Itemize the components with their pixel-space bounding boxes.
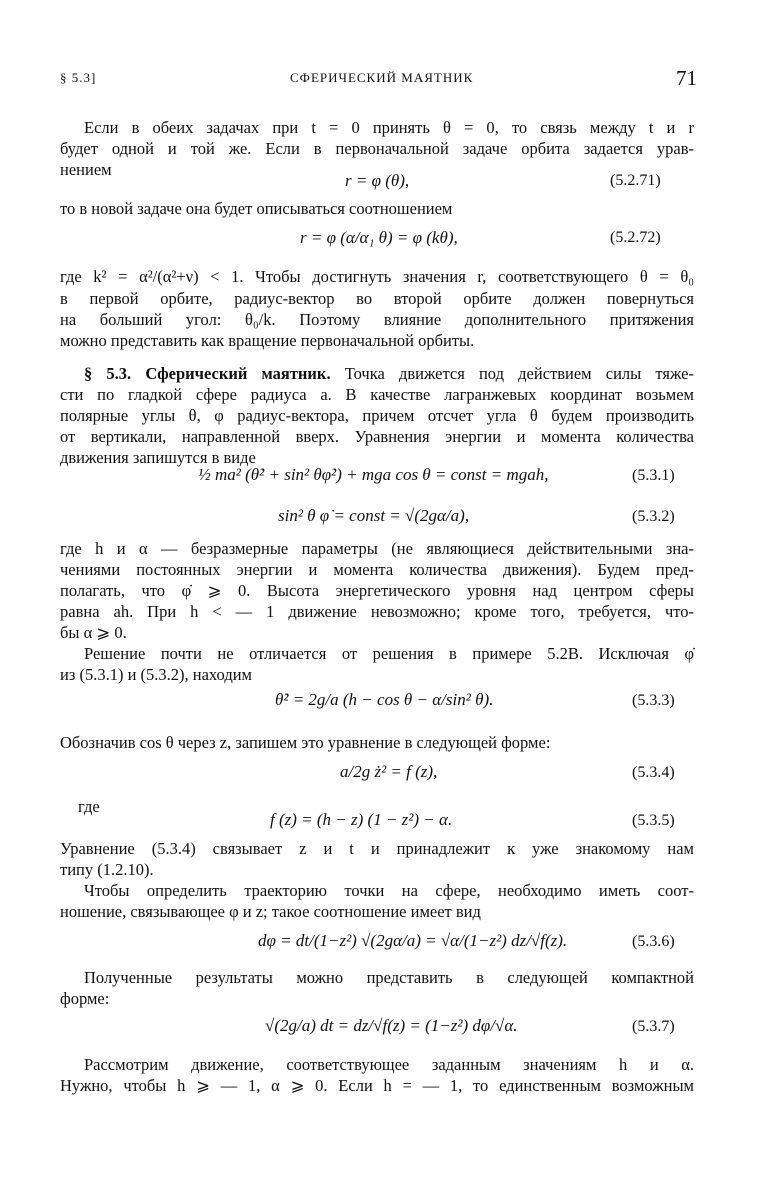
equation-number: (5.3.2)	[632, 508, 675, 525]
paragraph-line: равна ah. При h < — 1 движение невозможно; кроме того, требуется, что-	[60, 602, 694, 621]
page-number: 71	[676, 66, 697, 90]
paragraph-line: где h и α — безразмерные параметры (не являющиеся действительными зна-	[60, 539, 694, 558]
equation-5-3-1: ½ ma² (θ̇² + sin² θφ̇²) + mga cos θ = const = mgah,	[198, 465, 549, 484]
equation-number: (5.2.71)	[610, 172, 661, 189]
equation-number: (5.2.72)	[610, 229, 661, 246]
equation-5-3-7: √(2g/a) dt = dz/√f(z) = (1−z²) dφ/√α.	[265, 1016, 518, 1035]
paragraph-line: где k² = α²/(α²+ν) < 1. Чтобы достигнуть значения r, соответствующего θ = θ₀	[60, 267, 694, 286]
paragraph-line: типу (1.2.10).	[60, 860, 154, 879]
paragraph-line: на больший угол: θ₀/k. Поэтому влияние дополнительного притяжения	[60, 310, 694, 329]
paragraph-line: будет одной и той же. Если в первоначальной задаче орбита задается урав-	[60, 139, 694, 158]
equation-5-3-4: a/2g ż² = f (z),	[340, 762, 438, 781]
paragraph-line: Если в обеих задачах при t = 0 принять θ = 0, то связь между t и r	[84, 118, 694, 137]
equation-5-3-6: dφ = dt/(1−z²) √(2gα/a) = √α/(1−z²) dz/√f(z).	[258, 931, 568, 950]
paragraph-line: Чтобы определить траекторию точки на сфере, необходимо иметь соот-	[84, 881, 694, 900]
running-head-title: СФЕРИЧЕСКИЙ МАЯТНИК	[290, 70, 474, 85]
section-first-line	[84, 363, 694, 385]
paragraph-line: ношение, связывающее φ и z; такое соотношение имеет вид	[60, 902, 481, 921]
paragraph-line: то в новой задаче она будет описываться соотношением	[60, 199, 453, 218]
paragraph-line: можно представить как вращение первоначальной орбиты.	[60, 331, 475, 350]
paragraph-line: движения запишутся в виде	[60, 448, 256, 467]
paragraph-line: нением	[60, 160, 112, 179]
equation-number: (5.3.6)	[632, 933, 675, 950]
paragraph-line: Обозначив cos θ через z, запишем это уравнение в следующей форме:	[60, 733, 551, 752]
equation-number: (5.3.4)	[632, 764, 675, 781]
paragraph-line: сти по гладкой сфере радиуса a. В качестве лагранжевых координат возьмем	[60, 385, 694, 404]
section-text: Точка движется под действием силы тяже-	[344, 364, 695, 383]
equation-number: (5.3.1)	[632, 467, 675, 484]
equation-number: (5.3.3)	[632, 692, 675, 709]
equation-5-3-3: θ̇² = 2g/a (h − cos θ − α/sin² θ).	[275, 690, 494, 709]
equation-5-2-72: r = φ (α/α₁ θ) = φ (kθ),	[300, 228, 458, 247]
paragraph-line: Рассмотрим движение, соответствующее заданным значениям h и α.	[84, 1055, 694, 1074]
equation-5-3-2: sin² θ φ̇ = const = √(2gα/a),	[278, 506, 470, 525]
running-head-section: § 5.3]	[60, 70, 97, 85]
paragraph-line: полагать, что φ̇ ⩾ 0. Высота энергетического уровня над центром сферы	[60, 581, 694, 600]
paragraph-line: полярные углы θ, φ радиус-вектора, причем отсчет угла θ будем производить	[60, 406, 694, 425]
paragraph-line: Решение почти не отличается от решения в примере 5.2В. Исключая φ̇	[84, 644, 694, 663]
equation-5-3-5: f (z) = (h − z) (1 − z²) − α.	[270, 810, 453, 829]
paragraph-line: Полученные результаты можно представить в следующей компактной	[84, 968, 694, 987]
paragraph-line: чениями постоянных энергии и момента количества движения). Будем пред-	[60, 560, 694, 579]
section-heading: § 5.3. Сферический маятник.	[84, 364, 331, 383]
paragraph-line: бы α ⩾ 0.	[60, 623, 127, 642]
equation-number: (5.3.5)	[632, 812, 675, 829]
equation-number: (5.3.7)	[632, 1018, 675, 1035]
equation-5-2-71: r = φ (θ),	[345, 171, 410, 190]
paragraph-line: Уравнение (5.3.4) связывает z и t и принадлежит к уже знакомому нам	[60, 839, 694, 858]
paragraph-line: в первой орбите, радиус-вектор во второй орбите должен повернуться	[60, 289, 694, 308]
paragraph-line: форме:	[60, 989, 110, 1008]
paragraph-line: где	[78, 797, 100, 816]
paragraph-line: от вертикали, направленной вверх. Уравнения энергии и момента количества	[60, 427, 694, 446]
paragraph-line: Нужно, чтобы h ⩾ — 1, α ⩾ 0. Если h = — 1, то единственным возможным	[60, 1076, 694, 1095]
paragraph-line: из (5.3.1) и (5.3.2), находим	[60, 665, 252, 684]
